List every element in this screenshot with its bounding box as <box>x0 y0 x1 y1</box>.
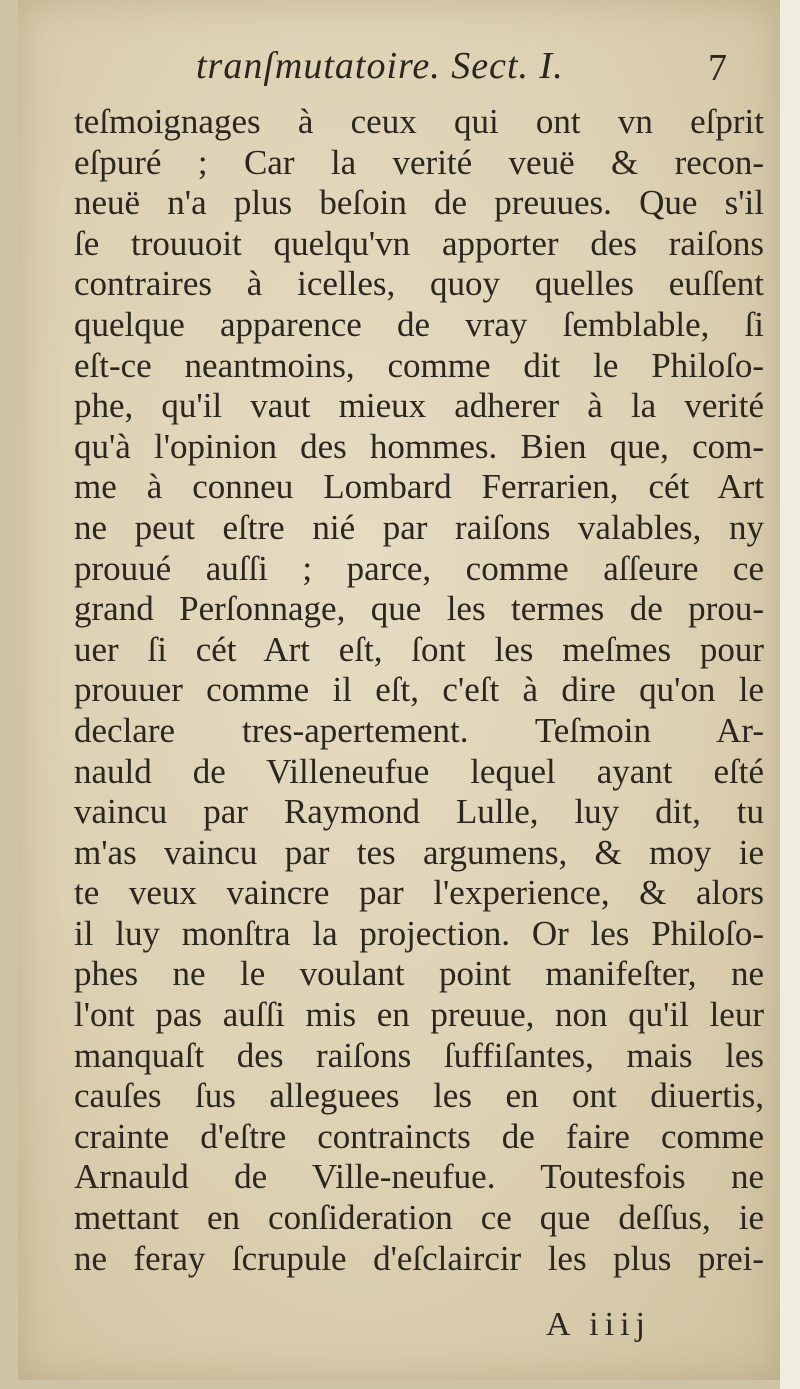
page-header <box>18 44 780 94</box>
text-line: il luy monſtra la projection. Or les Philoſo- <box>74 913 764 953</box>
text-line: te veux vaincre par l'experience, & alors <box>74 873 764 913</box>
text-line: m'as vaincu par tes argumens, & moy ie <box>74 832 764 872</box>
text-line: me à conneu Lombard Ferrarien, cét Art <box>74 467 764 507</box>
text-line: vaincu par Raymond Lulle, luy dit, tu <box>74 792 764 832</box>
text-line: neuë n'a plus beſoin de preuues. Que s'il <box>74 183 764 223</box>
text-line: quelque apparence de vray ſemblable, ſi <box>74 304 764 344</box>
signature-mark: A iiij <box>546 1306 651 1343</box>
text-line: mettant en conſideration ce que deſſus, ie <box>74 1198 764 1238</box>
text-line: teſmoignages à ceux qui ont vn eſprit <box>74 102 764 141</box>
text-line: nauld de Villeneufue lequel ayant eſté <box>74 751 764 791</box>
text-line: phe, qu'il vaut mieux adherer à la verité <box>74 386 764 426</box>
text-line: qu'à l'opinion des hommes. Bien que, com- <box>74 426 764 466</box>
text-line: eſpuré ; Car la verité veuë & recon- <box>74 142 764 182</box>
text-line: cauſes ſus alleguees les en ont diuertis, <box>74 1076 764 1116</box>
body-text <box>74 102 764 1279</box>
text-line: ſe trouuoit quelqu'vn apporter des raiſons <box>74 223 764 263</box>
scan-border <box>780 0 800 1389</box>
text-line: prouuer comme il eſt, c'eſt à dire qu'on le <box>74 670 764 710</box>
page-number: 7 <box>708 47 727 89</box>
text-line: prouué auſſi ; parce, comme aſſeure ce <box>74 548 764 588</box>
text-line: manquaſt des raiſons ſuffiſantes, mais les <box>74 1035 764 1075</box>
text-line: grand Perſonnage, que les termes de prou- <box>74 589 764 629</box>
text-line: phes ne le voulant point manifeſter, ne <box>74 954 764 994</box>
text-line: l'ont pas auſſi mis en preuue, non qu'il leur <box>74 995 764 1035</box>
text-line: crainte d'eſtre contraincts de faire comme <box>74 1116 764 1156</box>
text-line: uer ſi cét Art eſt, ſont les meſmes pour <box>74 629 764 669</box>
text-line: ne feray ſcrupule d'eſclaircir les plus prei- <box>74 1238 764 1278</box>
text-line: eſt-ce neantmoins, comme dit le Philoſo- <box>74 345 764 385</box>
text-line: Arnauld de Ville-neufue. Toutesfois ne <box>74 1157 764 1197</box>
text-line: ne peut eſtre nié par raiſons valables, ny <box>74 507 764 547</box>
running-title: tranſmutatoire. Sect. I. <box>196 45 564 87</box>
text-line: contraires à icelles, quoy quelles euſſent <box>74 264 764 304</box>
text-line: declare tres-apertement. Teſmoin Ar- <box>74 710 764 750</box>
book-page <box>18 0 780 1380</box>
page-footer <box>18 1306 780 1350</box>
